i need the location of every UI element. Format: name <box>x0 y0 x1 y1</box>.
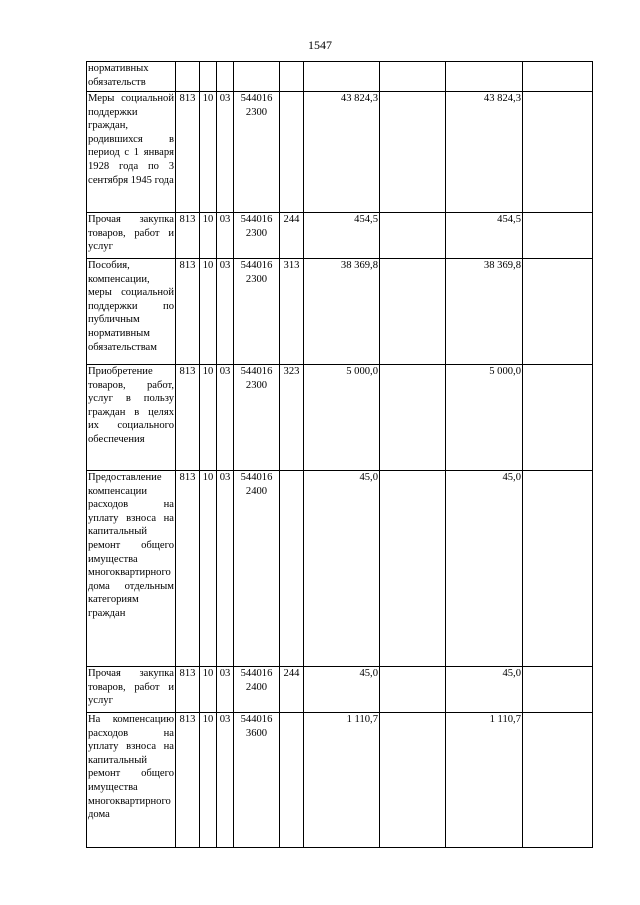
row-amount-2-cell <box>380 62 446 92</box>
table-row <box>87 62 593 92</box>
row-amount-2-cell <box>380 667 446 713</box>
row-article-code-cell: 544016 2400 <box>234 667 280 713</box>
row-ministry-code-cell: 813 <box>176 667 200 713</box>
row-subsection-code-cell <box>217 62 234 92</box>
row-section-code-cell: 10 <box>200 667 217 713</box>
row-expense-type-cell <box>280 92 304 213</box>
row-amount-3-cell: 45,0 <box>446 667 523 713</box>
row-name-cell <box>87 213 176 259</box>
row-amount-2-cell <box>380 365 446 471</box>
row-amount-2-cell <box>380 471 446 667</box>
row-section-code-cell: 10 <box>200 213 217 259</box>
row-amount-4-cell <box>523 213 593 259</box>
row-subsection-code-cell: 03 <box>217 471 234 667</box>
row-article-code-cell <box>234 62 280 92</box>
row-section-code-cell: 10 <box>200 92 217 213</box>
table-row <box>87 365 593 471</box>
row-ministry-code-cell: 813 <box>176 471 200 667</box>
page-number: 1547 <box>308 38 332 52</box>
row-ministry-code-cell: 813 <box>176 259 200 365</box>
row-amount-3-cell <box>446 62 523 92</box>
row-article-code-cell: 544016 3600 <box>234 713 280 848</box>
row-ministry-code-cell: 813 <box>176 365 200 471</box>
row-section-code-cell: 10 <box>200 365 217 471</box>
row-name-cell <box>87 365 176 471</box>
row-amount-2-cell <box>380 213 446 259</box>
row-name-text: нормативных <box>88 63 149 74</box>
row-amount-1-cell: 43 824,3 <box>304 92 380 213</box>
row-amount-3-cell: 38 369,8 <box>446 259 523 365</box>
table-row <box>87 213 593 259</box>
table-row <box>87 667 593 713</box>
row-expense-type-cell: 323 <box>280 365 304 471</box>
table-row <box>87 92 593 213</box>
row-expense-type-cell: 313 <box>280 259 304 365</box>
row-amount-2-cell <box>380 92 446 213</box>
row-section-code-cell <box>200 62 217 92</box>
row-amount-2-cell <box>380 713 446 848</box>
row-amount-3-cell: 454,5 <box>446 213 523 259</box>
row-name-text: Приобретение товаров, работ, услуг в пользу граждан в целях их социального обеспечения <box>88 366 174 445</box>
row-amount-1-cell: 45,0 <box>304 667 380 713</box>
row-expense-type-cell <box>280 713 304 848</box>
row-ministry-code-cell: 813 <box>176 92 200 213</box>
row-amount-1-cell: 45,0 <box>304 471 380 667</box>
row-amount-4-cell <box>523 259 593 365</box>
row-expense-type-cell: 244 <box>280 213 304 259</box>
row-name-cell <box>87 92 176 213</box>
row-amount-4-cell <box>523 713 593 848</box>
row-name-cell <box>87 713 176 848</box>
row-amount-4-cell <box>523 471 593 667</box>
row-name-text: обязательств <box>88 76 146 88</box>
row-name-text: Предоставление компенсации расходов на уплату взноса на капитальный ремонт общего имущества многоквартирного дома отдельным категориям граждан <box>88 472 174 619</box>
table-row <box>87 259 593 365</box>
row-amount-4-cell <box>523 667 593 713</box>
row-name-text: Пособия, компенсации, меры социальной поддержки по публичным нормативным обязательствам <box>88 260 174 353</box>
table-row <box>87 713 593 848</box>
row-section-code-cell: 10 <box>200 713 217 848</box>
row-name-text: На компенсацию расходов на уплату взноса на капитальный ремонт общего имущества многоквартирного дома <box>88 714 174 821</box>
row-amount-4-cell <box>523 92 593 213</box>
row-article-code-cell: 544016 2300 <box>234 365 280 471</box>
row-name-cell <box>87 62 176 92</box>
row-amount-4-cell <box>523 365 593 471</box>
row-expense-type-cell <box>280 471 304 667</box>
row-subsection-code-cell: 03 <box>217 92 234 213</box>
row-amount-3-cell: 43 824,3 <box>446 92 523 213</box>
budget-table-body <box>87 62 593 848</box>
row-amount-3-cell: 5 000,0 <box>446 365 523 471</box>
row-section-code-cell: 10 <box>200 259 217 365</box>
row-name-text: Меры социальной поддержки граждан, родившихся в период с 1 января 1928 года по 3 сентября 1945 года <box>88 93 174 186</box>
row-name-cell <box>87 471 176 667</box>
row-ministry-code-cell: 813 <box>176 713 200 848</box>
row-ministry-code-cell: 813 <box>176 213 200 259</box>
row-name-text: Прочая закупка товаров, работ и услуг <box>88 668 174 707</box>
row-amount-1-cell: 38 369,8 <box>304 259 380 365</box>
row-amount-1-cell: 1 110,7 <box>304 713 380 848</box>
row-subsection-code-cell: 03 <box>217 713 234 848</box>
row-amount-2-cell <box>380 259 446 365</box>
row-amount-1-cell: 454,5 <box>304 213 380 259</box>
row-amount-1-cell <box>304 62 380 92</box>
row-amount-3-cell: 45,0 <box>446 471 523 667</box>
row-subsection-code-cell: 03 <box>217 213 234 259</box>
row-name-text: Прочая закупка товаров, работ и услуг <box>88 214 174 253</box>
table-row <box>87 471 593 667</box>
row-subsection-code-cell: 03 <box>217 667 234 713</box>
row-name-cell <box>87 667 176 713</box>
row-section-code-cell: 10 <box>200 471 217 667</box>
row-expense-type-cell <box>280 62 304 92</box>
row-subsection-code-cell: 03 <box>217 259 234 365</box>
row-ministry-code-cell <box>176 62 200 92</box>
row-amount-3-cell: 1 110,7 <box>446 713 523 848</box>
row-article-code-cell: 544016 2300 <box>234 92 280 213</box>
row-expense-type-cell: 244 <box>280 667 304 713</box>
row-amount-4-cell <box>523 62 593 92</box>
row-article-code-cell: 544016 2300 <box>234 259 280 365</box>
row-article-code-cell: 544016 2400 <box>234 471 280 667</box>
row-article-code-cell: 544016 2300 <box>234 213 280 259</box>
row-amount-1-cell: 5 000,0 <box>304 365 380 471</box>
budget-table <box>86 61 593 848</box>
row-subsection-code-cell: 03 <box>217 365 234 471</box>
row-name-cell <box>87 259 176 365</box>
